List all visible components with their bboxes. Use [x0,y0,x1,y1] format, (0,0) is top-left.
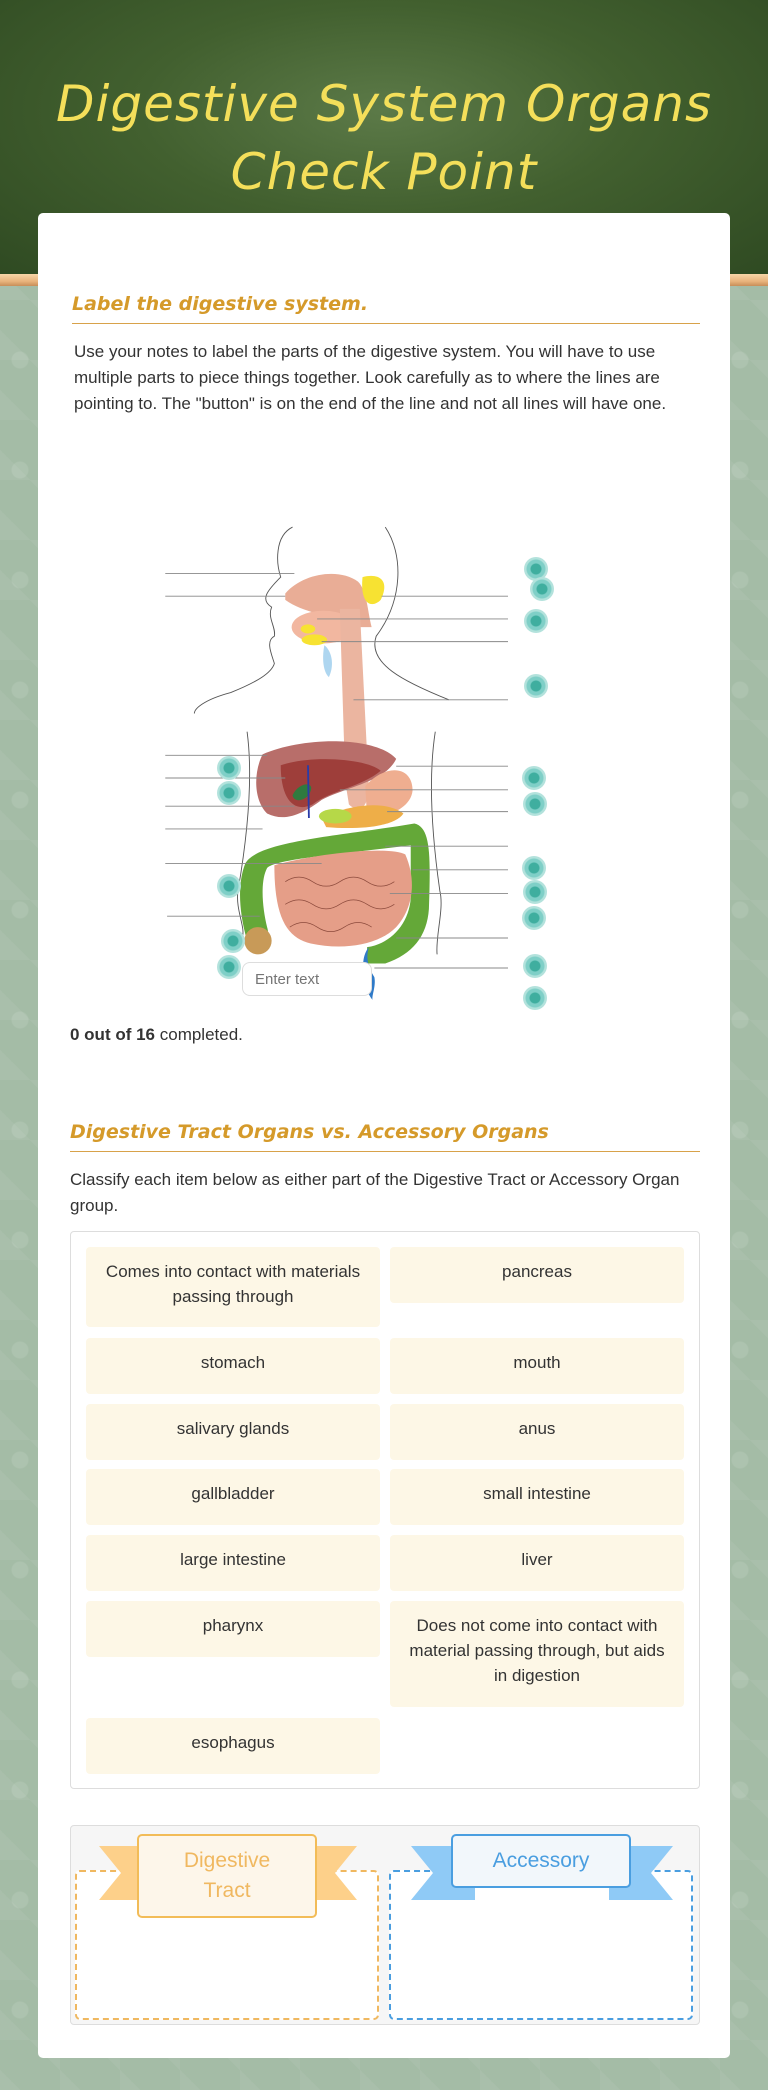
sort-item[interactable]: gallbladder [86,1469,380,1525]
label-hotspot-7[interactable] [522,766,546,790]
section-title-label: Label the digestive system. [72,293,700,324]
label-hotspot-15[interactable] [523,954,547,978]
label-hotspot-2[interactable] [530,577,554,601]
label-hotspot-12[interactable] [522,906,546,930]
sort-item[interactable]: salivary glands [86,1404,380,1460]
sort-item[interactable]: esophagus [86,1718,380,1774]
content-card [38,213,730,2058]
sort-item[interactable]: pharynx [86,1601,380,1657]
classify-instructions: Classify each item below as either part of the Digestive Tract or Accessory Organ group. [70,1170,680,1215]
sort-item[interactable]: pancreas [390,1247,684,1303]
label-hotspot-9[interactable] [217,874,241,898]
progress-suffix: completed. [155,1025,243,1044]
label-hotspot-4[interactable] [524,674,548,698]
bin-label-accessory: Accessory [451,1834,631,1888]
sort-item[interactable]: mouth [390,1338,684,1394]
label-hotspot-8[interactable] [523,792,547,816]
sort-item[interactable]: Does not come into contact with material passing through, but aids in digestion [390,1601,684,1707]
sortable-items-pool [70,1231,700,1789]
label-hotspot-11[interactable] [523,880,547,904]
sort-item[interactable]: stomach [86,1338,380,1394]
sort-item[interactable]: Comes into contact with materials passing through [86,1247,380,1327]
label-hotspot-10[interactable] [522,856,546,880]
label-hotspot-16[interactable] [523,986,547,1010]
label-hotspot-3[interactable] [524,609,548,633]
label-hotspot-6[interactable] [217,781,241,805]
label-hotspot-5[interactable] [217,756,241,780]
page-title: Digestive System Organs Check Point [55,75,713,201]
label-text-input[interactable] [242,962,372,996]
sort-item[interactable]: large intestine [86,1535,380,1591]
sort-item[interactable]: liver [390,1535,684,1591]
section-title-classify: Digestive Tract Organs vs. Accessory Organs [70,1121,700,1152]
sort-item[interactable]: anus [390,1404,684,1460]
category-bins [70,1825,700,2025]
bin-label-digestive-tract: Digestive Tract [137,1834,317,1918]
sort-item[interactable]: small intestine [390,1469,684,1525]
progress-status [70,1025,243,1045]
label-hotspot-13[interactable] [221,929,245,953]
label-hotspot-14[interactable] [217,955,241,979]
label-instructions: Use your notes to label the parts of the digestive system. You will have to use multiple parts to piece things together. Look carefully as to where the lines are pointing to. The "button" is on the end of the line and not all lines will have one. [74,342,667,413]
progress-count: 0 out of 16 [70,1025,156,1044]
